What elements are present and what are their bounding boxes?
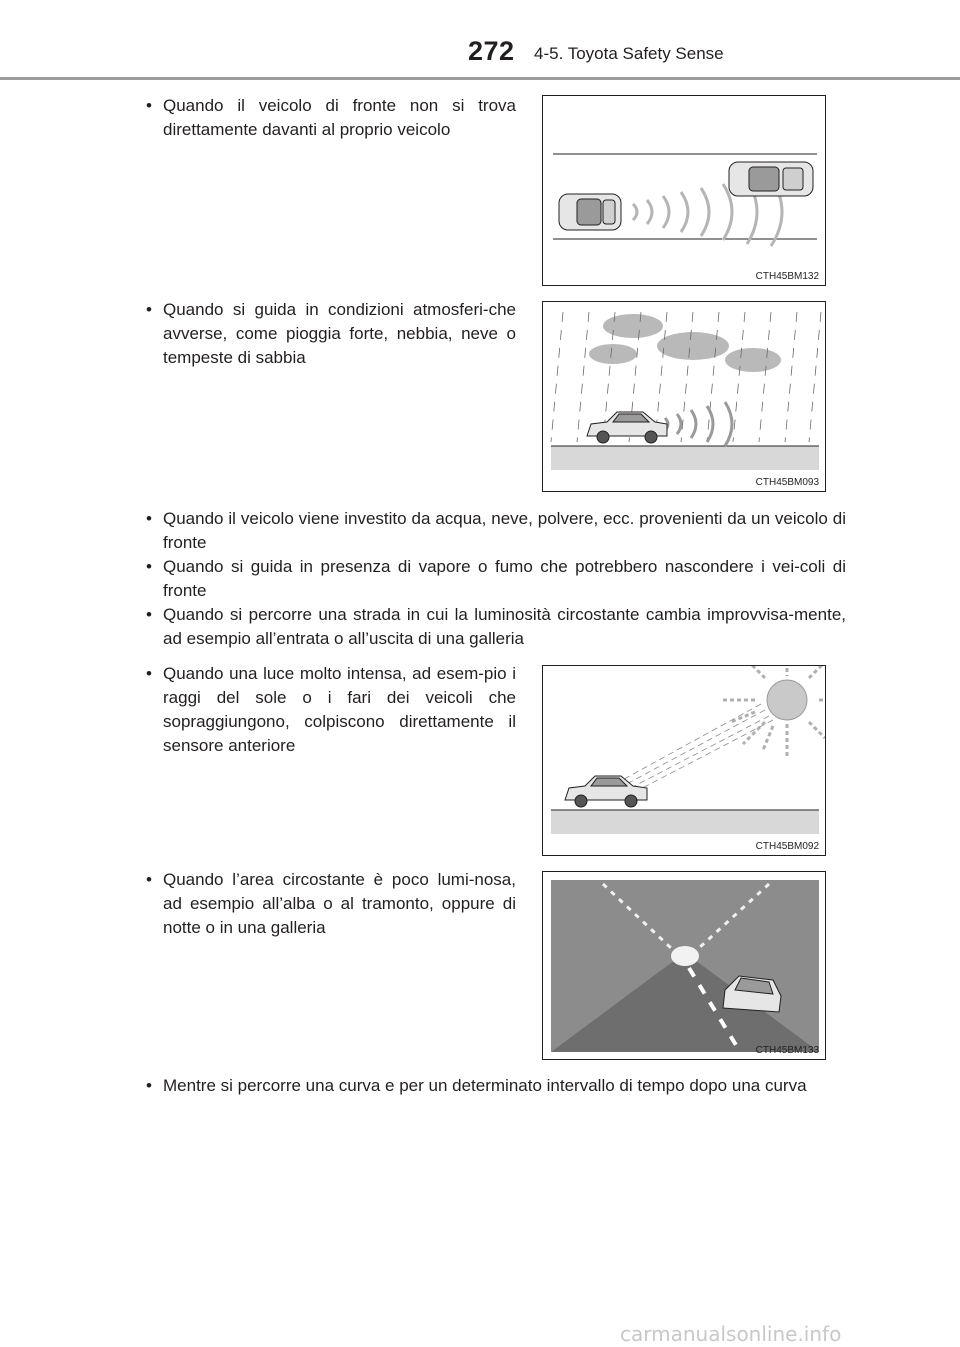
figure-two-cars-offset (542, 95, 826, 286)
offset-vehicle-illustration (543, 96, 826, 286)
list-item-text: Mentre si percorre una curva e per un determinato intervallo di tempo dopo una curva (163, 1076, 807, 1095)
tunnel-illustration (543, 872, 826, 1060)
figure-code: CTH45BM092 (755, 841, 819, 852)
watermark: carmanualsonline.info (620, 1322, 842, 1346)
list-item (146, 662, 516, 758)
lead-car (729, 162, 813, 196)
rain-illustration (543, 302, 826, 492)
car-side (565, 776, 647, 807)
page-number: 272 (468, 36, 515, 66)
bullet-marker: • (146, 1076, 152, 1095)
sun-icon (723, 666, 826, 756)
section-title: 4-5. Toyota Safety Sense (534, 44, 724, 63)
bullet-marker: • (146, 509, 152, 528)
list-item (146, 868, 516, 940)
figure-sun-glare (542, 665, 826, 856)
header-divider (0, 77, 960, 80)
list-item (146, 94, 516, 142)
figure-code: CTH45BM132 (755, 271, 819, 282)
list-item (146, 507, 846, 555)
figure-car-in-rain (542, 301, 826, 492)
figure-tunnel (542, 871, 826, 1060)
list-item-text: Quando il veicolo di fronte non si trova direttamente davanti al proprio veicolo (163, 96, 516, 139)
radar-waves (665, 402, 732, 446)
bullet-marker: • (146, 96, 152, 115)
bullet-marker: • (146, 605, 152, 624)
bullet-marker: • (146, 557, 152, 576)
list-item-text: Quando si guida in condizioni atmosferi-che avverse, come pioggia forte, nebbia, neve o tempeste di sabbia (163, 300, 516, 367)
list-item (146, 555, 846, 603)
light-rays (615, 704, 773, 796)
bullet-marker: • (146, 300, 152, 319)
list-item (146, 603, 846, 651)
list-item (146, 1074, 846, 1098)
list-item-text: Quando il veicolo viene investito da acqua, neve, polvere, ecc. provenienti da un veicolo di fronte (163, 509, 846, 552)
figure-code: CTH45BM133 (755, 1045, 819, 1056)
bullet-marker: • (146, 870, 152, 889)
page-header (0, 0, 960, 80)
list-item-text: Quando si guida in presenza di vapore o fumo che potrebbero nascondere i vei-coli di fronte (163, 557, 846, 600)
figure-code: CTH45BM093 (755, 477, 819, 488)
list-item-text: Quando l’area circostante è poco lumi-nosa, ad esempio all’alba o al tramonto, oppure di notte o in una galleria (163, 870, 516, 937)
bullet-marker: • (146, 664, 152, 683)
rain-streaks (551, 312, 821, 442)
list-item-text: Quando si percorre una strada in cui la luminosità circostante cambia improvvisa-mente, ad esempio all’entrata o all’uscita di una galleria (163, 605, 846, 648)
list-item-text: Quando una luce molto intensa, ad esem-pio i raggi del sole o i fari dei veicoli che sopraggiungono, colpiscono direttamente il sensore anteriore (163, 664, 516, 755)
sun-glare-illustration (543, 666, 826, 856)
storm-clouds (589, 314, 781, 372)
list-item (146, 298, 516, 370)
car-side (587, 412, 667, 443)
own-car (559, 194, 621, 230)
